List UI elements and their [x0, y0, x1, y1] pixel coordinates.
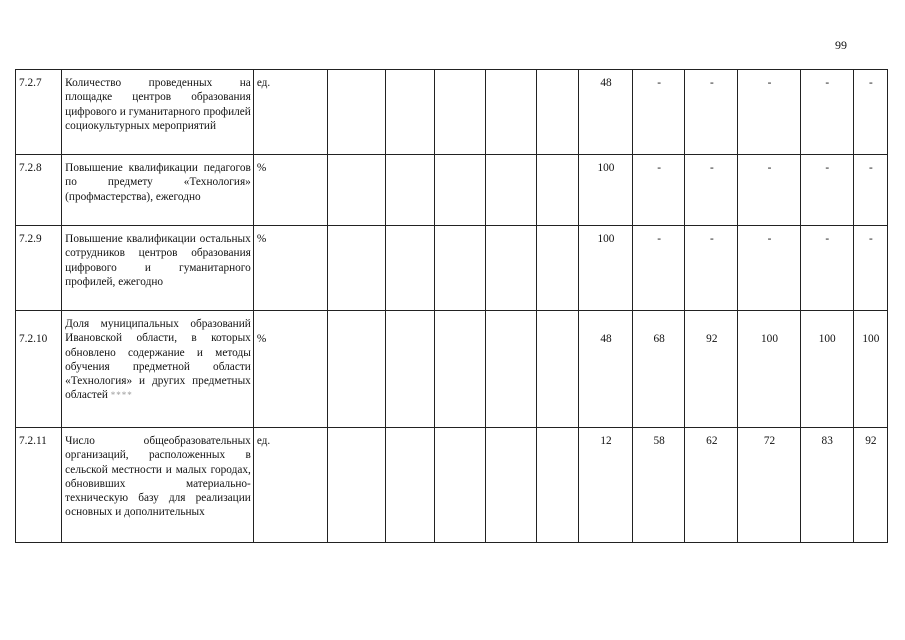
row-number: 7.2.8 — [16, 155, 62, 226]
year-value: 92 — [853, 428, 887, 543]
year-value: - — [853, 226, 887, 311]
empty-cell — [485, 155, 536, 226]
row-number: 7.2.10 — [16, 311, 62, 428]
empty-cell — [485, 428, 536, 543]
base-value: 12 — [578, 428, 632, 543]
year-value: 68 — [633, 311, 685, 428]
empty-cell — [435, 155, 485, 226]
empty-cell — [485, 311, 536, 428]
empty-cell — [536, 428, 578, 543]
empty-cell — [536, 155, 578, 226]
empty-cell — [328, 226, 386, 311]
year-value: - — [853, 155, 887, 226]
row-unit: ед. — [253, 70, 327, 155]
empty-cell — [328, 155, 386, 226]
empty-cell — [386, 155, 435, 226]
year-value: - — [853, 70, 887, 155]
empty-cell — [328, 70, 386, 155]
row-description: Повышение квалификации педагогов по предмету «Технология» (профмастерства), ежегодно — [65, 162, 251, 203]
table-row — [16, 428, 888, 543]
year-value: - — [633, 155, 685, 226]
table-row — [16, 226, 888, 311]
indicators-table — [15, 69, 888, 543]
year-value: - — [633, 226, 685, 311]
year-value: 62 — [685, 428, 738, 543]
empty-cell — [386, 428, 435, 543]
empty-cell — [536, 70, 578, 155]
empty-cell — [328, 311, 386, 428]
year-value: - — [800, 226, 853, 311]
year-value: - — [800, 155, 853, 226]
empty-cell — [435, 70, 485, 155]
empty-cell — [386, 70, 435, 155]
row-number: 7.2.11 — [16, 428, 62, 543]
empty-cell — [386, 311, 435, 428]
year-value: - — [738, 70, 800, 155]
row-unit: % — [253, 155, 327, 226]
year-value: - — [685, 155, 738, 226]
empty-cell — [328, 428, 386, 543]
year-value: 92 — [685, 311, 738, 428]
base-value: 48 — [578, 311, 632, 428]
year-value: - — [738, 226, 800, 311]
year-value: 83 — [800, 428, 853, 543]
table-row — [16, 311, 888, 428]
page-number: 99 — [835, 38, 847, 52]
row-unit: % — [253, 311, 327, 428]
year-value: - — [800, 70, 853, 155]
year-value: - — [738, 155, 800, 226]
year-value: 100 — [738, 311, 800, 428]
year-value: 100 — [800, 311, 853, 428]
row-unit: % — [253, 226, 327, 311]
empty-cell — [485, 226, 536, 311]
footnote-marker: **** — [110, 390, 133, 401]
empty-cell — [485, 70, 536, 155]
row-description: Доля муниципальных образований Ивановской области, в которых обновлено содержание и методы обучения предметной области «Технология» и других предметных областей — [65, 318, 251, 402]
row-unit: ед. — [253, 428, 327, 543]
base-value: 100 — [578, 155, 632, 226]
empty-cell — [435, 311, 485, 428]
empty-cell — [435, 226, 485, 311]
row-number: 7.2.9 — [16, 226, 62, 311]
year-value: 100 — [853, 311, 887, 428]
empty-cell — [386, 226, 435, 311]
empty-cell — [435, 428, 485, 543]
year-value: - — [685, 70, 738, 155]
row-description: Количество проведенных на площадке центров образования цифрового и гуманитарного профилей социокультурных мероприятий — [65, 77, 251, 132]
table-row — [16, 70, 888, 155]
base-value: 48 — [578, 70, 632, 155]
year-value: 58 — [633, 428, 685, 543]
row-description: Повышение квалификации остальных сотрудников центров образования цифрового и гуманитарного профилей, ежегодно — [65, 233, 251, 288]
year-value: - — [685, 226, 738, 311]
year-value: - — [633, 70, 685, 155]
empty-cell — [536, 311, 578, 428]
empty-cell — [536, 226, 578, 311]
base-value: 100 — [578, 226, 632, 311]
table-row — [16, 155, 888, 226]
row-description: Число общеобразовательных организаций, расположенных в сельской местности и малых городах, обновивших материально-техническую базу для реализации основных и дополнительных — [65, 435, 251, 519]
year-value: 72 — [738, 428, 800, 543]
row-number: 7.2.7 — [16, 70, 62, 155]
